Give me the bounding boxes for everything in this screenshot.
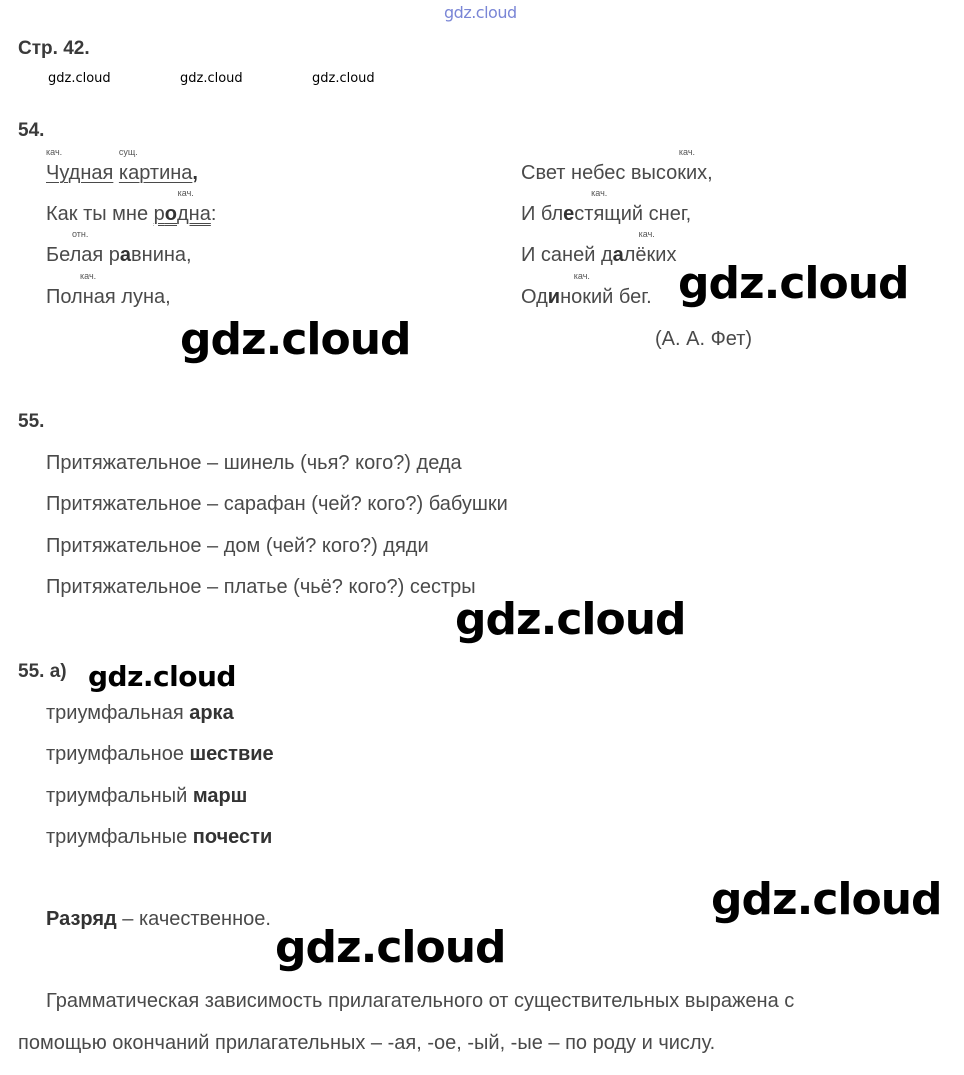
watermark-medium: gdz.cloud: [88, 660, 236, 693]
annotation: кач.: [177, 188, 194, 198]
watermark-large-3: gdz.cloud: [455, 594, 686, 645]
annotation: отн.: [72, 229, 89, 239]
poem-right-line-1: Свет небес кач. высоких,: [521, 147, 713, 184]
ex55-line-1: Притяжательное – шинель (чья? кого?) деда: [46, 452, 462, 474]
ex55a-phrase-3: триумфальный марш: [46, 785, 248, 807]
ex55a-phrase-2: триумфальное шествие: [46, 743, 274, 765]
poem-left-line-4: кач. Полная луна,: [46, 271, 171, 308]
annotation: кач.: [573, 271, 590, 281]
ex55-line-2: Притяжательное – сарафан (чей? кого?) бабушки: [46, 493, 508, 515]
punctuation: :: [210, 203, 217, 225]
ex55a-phrase-1: триумфальная арка: [46, 702, 234, 724]
word-kartina: сущ. картина: [118, 147, 193, 184]
word-dalyokikh: кач. алёких: [612, 229, 677, 266]
poem-right-line-2: И бл кач. естящий снег,: [521, 188, 692, 225]
watermark-small-1: gdz.cloud: [48, 71, 111, 86]
category-line: Разряд – качественное.: [46, 908, 271, 930]
watermark-small-3: gdz.cloud: [312, 71, 375, 86]
annotation: сущ.: [118, 147, 138, 157]
word-blestyashchiy: кач. естящий: [563, 188, 644, 225]
poem-left-line-1: [46, 147, 198, 185]
poem-left-line-3: отн. Белая равнина,: [46, 229, 192, 266]
ex55a-phrase-4: триумфальные почести: [46, 826, 273, 848]
word-chudnaya: кач. Чудная: [46, 147, 114, 184]
exercise-55-number: 55.: [18, 411, 45, 432]
watermark-large-1: gdz.cloud: [678, 258, 909, 309]
poem-author: (А. А. Фет): [655, 328, 753, 350]
annotation: кач.: [80, 271, 97, 281]
poem-right-line-3: И саней д кач. алёких: [521, 229, 677, 266]
watermark-large-5: gdz.cloud: [275, 922, 506, 973]
exercise-54-number: 54.: [18, 120, 45, 141]
annotation: кач.: [638, 229, 655, 239]
word-belaya: отн. Белая: [46, 229, 104, 266]
word-polnaya: кач. Полная: [46, 271, 116, 308]
annotation: кач.: [678, 147, 696, 157]
poem-left-line-2: [46, 188, 217, 226]
word-odinokiy: кач. инокий: [547, 271, 614, 308]
annotation: кач.: [46, 147, 63, 157]
paragraph-line-1: Грамматическая зависимость прилагательного от существительных выражена с: [46, 990, 795, 1012]
paragraph-line-2: помощью окончаний прилагательных – -ая, -ое, -ый, -ые – по роду и числу.: [18, 1032, 716, 1054]
text: Как ты мне: [46, 203, 154, 225]
watermark-large-2: gdz.cloud: [180, 314, 411, 365]
watermark-small-2: gdz.cloud: [180, 71, 243, 86]
top-watermark: gdz.cloud: [444, 3, 517, 22]
word-rodna: кач. родна: [153, 188, 211, 225]
ex55-line-4: Притяжательное – платье (чьё? кого?) сестры: [46, 576, 476, 598]
ex55-line-3: Притяжательное – дом (чей? кого?) дяди: [46, 535, 429, 557]
page-label: Стр. 42.: [18, 38, 90, 59]
word-vysokikh: кач. высоких: [630, 147, 708, 184]
exercise-55a-number: 55. а): [18, 661, 67, 682]
annotation: кач.: [591, 188, 608, 198]
watermark-large-4: gdz.cloud: [711, 874, 942, 925]
poem-right-line-4: Од кач. инокий бег.: [521, 271, 652, 308]
punctuation: ,: [192, 162, 198, 184]
